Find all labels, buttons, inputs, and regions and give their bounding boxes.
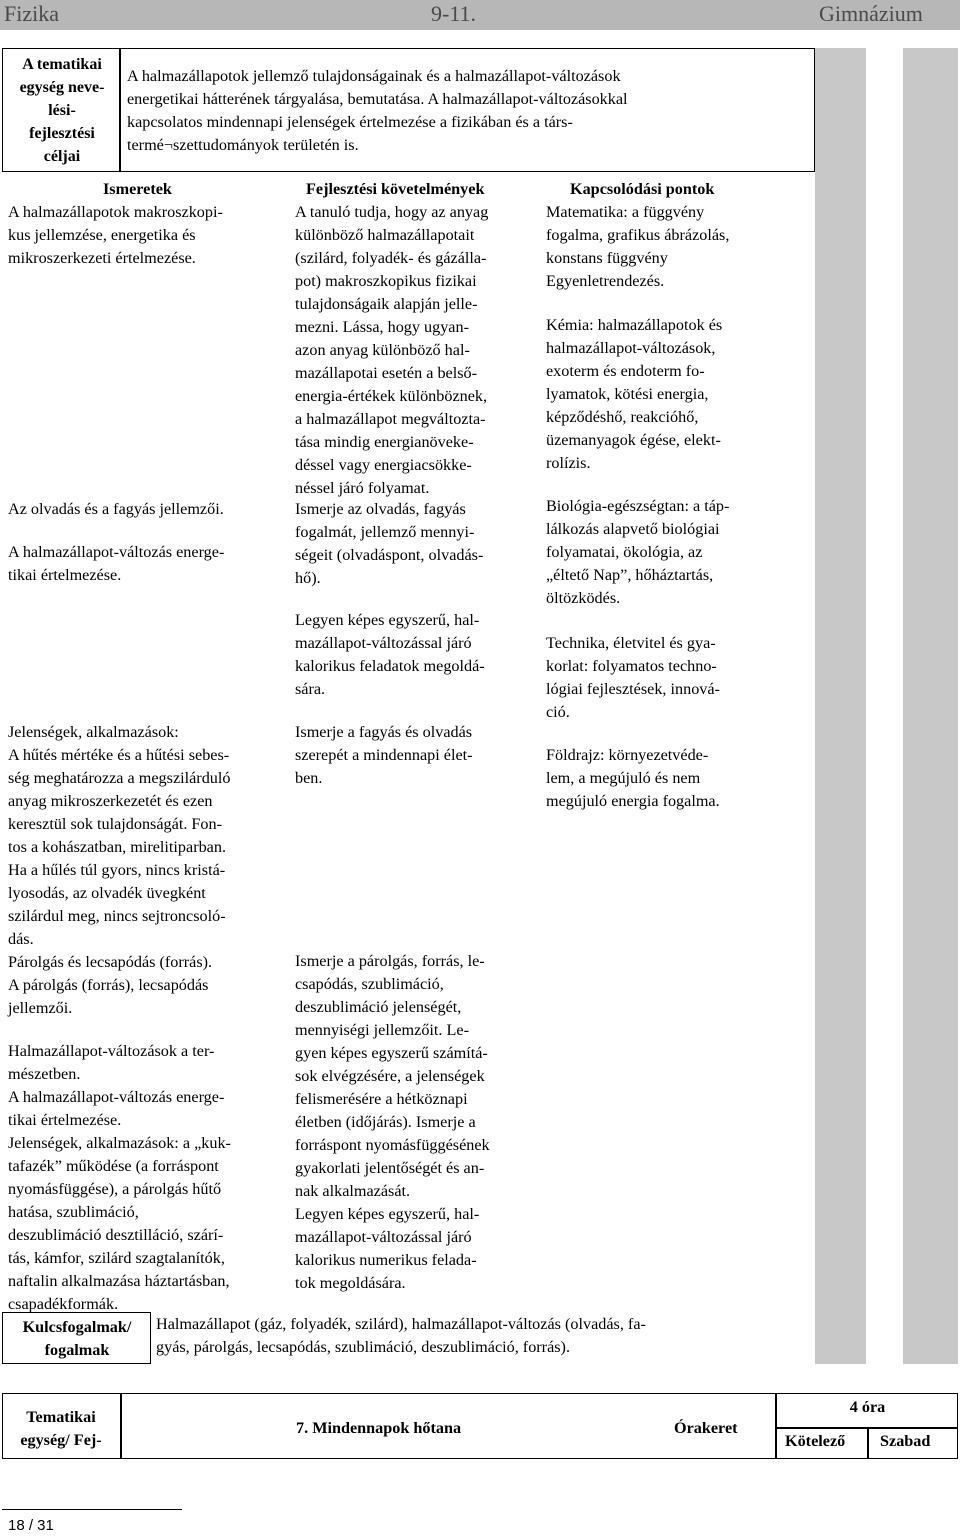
connections-block-2: Kémia: halmazállapotok és halmazállapot-változások, exoterm és endoterm fo- lyamatok, kötési energia, képződéshő, reakcióhő, üzemanyagok égése, elekt- rolízis.: [546, 316, 723, 472]
connections-block-5: Földrajz: környezetvéde- lem, a megújuló és nem megújuló energia fogalma.: [546, 746, 720, 810]
next-unit-divider-1: [120, 1393, 122, 1459]
school-type-label: Gimnázium: [819, 1, 923, 26]
side-gray-column-1: [815, 48, 866, 1364]
footer-rule: [2, 1509, 182, 1510]
column-header-requirements: Fejlesztési követelmények: [306, 180, 485, 198]
column-header-knowledge: Ismeretek: [103, 180, 172, 198]
page-number: 18 / 31: [8, 1517, 54, 1534]
next-unit-divider-3: [867, 1427, 869, 1459]
next-unit-title: 7. Mindennapok hőtana: [296, 1419, 462, 1437]
next-unit-free: Szabad: [880, 1432, 931, 1450]
requirements-block-4: Ismerje a fagyás és olvadás szerepét a mindennapi élet- ben.: [295, 723, 473, 787]
next-unit-mandatory: Kötelező: [785, 1432, 846, 1450]
connections-block-4: Technika, életvitel és gya- korlat: folyamatos techno- lógiai fejlesztések, innová- ció.: [546, 634, 720, 721]
connections-block-1: Matematika: a függvény fogalma, grafikus ábrázolás, konstans függvény Egyenletrendezés.: [546, 203, 730, 290]
requirements-block-1: A tanuló tudja, hogy az anyag különböző halmazállapotait (szilárd, folyadék- és gázálla- pot) makroszkopikus fizikai tulajdonságaik alapján jelle- mezni. Lássa, hogy ugyan- azon anyag különböző hal- mazállapotai esetén a belső- energia-értékek különböznek, a halmazállapot megváltozta- tása mindig energianöveke- déssel vagy energiacsökke- néssel járó folyamat.: [295, 203, 489, 497]
next-unit-hours-label: Órakeret: [674, 1419, 738, 1437]
grade-label: 9-11.: [431, 1, 477, 26]
requirements-block-5: Ismerje a párolgás, forrás, le- csapódás, szublimáció, deszublimáció jelenségét, mennyiségi jellemzőit. Le- gyen képes egyszerű számítá- sok elvégzésére, a jelenségek felismerésére a hétköznapi életben (időjárás). Ismerje a forráspont nyomásfüggésének gyakorlati jelentőségét és an- nak alkalmazását. Legyen képes egyszerű, hal- mazállapot-változással járó kalorikus numerikus felada- tok megoldására.: [295, 952, 490, 1292]
key-concepts-text: Halmazállapot (gáz, folyadék, szilárd), halmazállapot-változás (olvadás, fa- gyás, párolgás, lecsapódás, szublimáció, deszublimáció, forrás).: [156, 1315, 646, 1356]
side-gray-column-2: [903, 48, 958, 1364]
next-unit-divider-h: [775, 1427, 958, 1429]
subject-label: Fizika: [4, 1, 59, 26]
goals-text: A halmazállapotok jellemző tulajdonságainak és a halmazállapot-változások energetikai hátterének tárgyalása, bemutatása. A halmazállapot-változásokkal kapcsolatos mindennapi jelenségek értelmezése a fizikában és a társ- termé¬szettudományok területén is.: [127, 67, 628, 154]
goals-label: A tematikai egység neve- lési- fejlesztési céljai: [19, 56, 105, 165]
column-header-connections: Kapcsolódási pontok: [570, 180, 715, 198]
next-unit-hours: 4 óra: [849, 1398, 886, 1416]
knowledge-block-1: A halmazállapotok makroszkopi- kus jellemzése, energetika és mikroszerkezeti értelmezése.: [8, 203, 223, 267]
requirements-block-2: Ismerje az olvadás, fagyás fogalmát, jellemző mennyi- ségeit (olvadáspont, olvadás- hő).: [295, 500, 484, 587]
requirements-block-3: Legyen képes egyszerű, hal- mazállapot-változással járó kalorikus feladatok megoldá- sára.: [295, 611, 485, 698]
connections-block-3: Biológia-egészségtan: a táp- lálkozás alapvető biológiai folyamatai, ökológia, az „éltető Nap”, hőháztartás, öltözködés.: [546, 497, 730, 607]
knowledge-block-5: Halmazállapot-változások a ter- mészetben. A halmazállapot-változás energe- tikai értelmezése. Jelenségek, alkalmazások: a „kuk- tafazék” működése (a forráspont nyomásfüggése), a párolgás hűtő hatása, szublimáció, deszublimáció desztilláció, szárí- tás, kámfor, szilárd szagtalanítók, naftalin alkalmazása háztartásban, csapadékformák.: [8, 1042, 231, 1313]
page-header: [0, 0, 960, 30]
knowledge-block-4: Jelenségek, alkalmazások: A hűtés mértéke és a hűtési sebes- ség meghatározza a megszilárduló anyag mikroszerkezetét és ezen keresztül sok tulajdonságát. Fon- tos a kohászatban, mirelitiparban. Ha a hűlés túl gyors, nincs kristá- lyosodás, az olvadék üvegként szilárdul meg, nincs sejtroncsoló- dás. Párolgás és lecsapódás (forrás). A párolgás (forrás), lecsapódás jellemzői.: [8, 723, 231, 1017]
next-unit-label: Tematikai egység/ Fej-: [20, 1408, 102, 1449]
knowledge-block-3: A halmazállapot-változás energe- tikai értelmezése.: [8, 543, 225, 584]
knowledge-block-2: Az olvadás és a fagyás jellemzői.: [8, 500, 224, 518]
key-concepts-label: Kulcsfogalmak/ fogalmak: [22, 1318, 132, 1359]
